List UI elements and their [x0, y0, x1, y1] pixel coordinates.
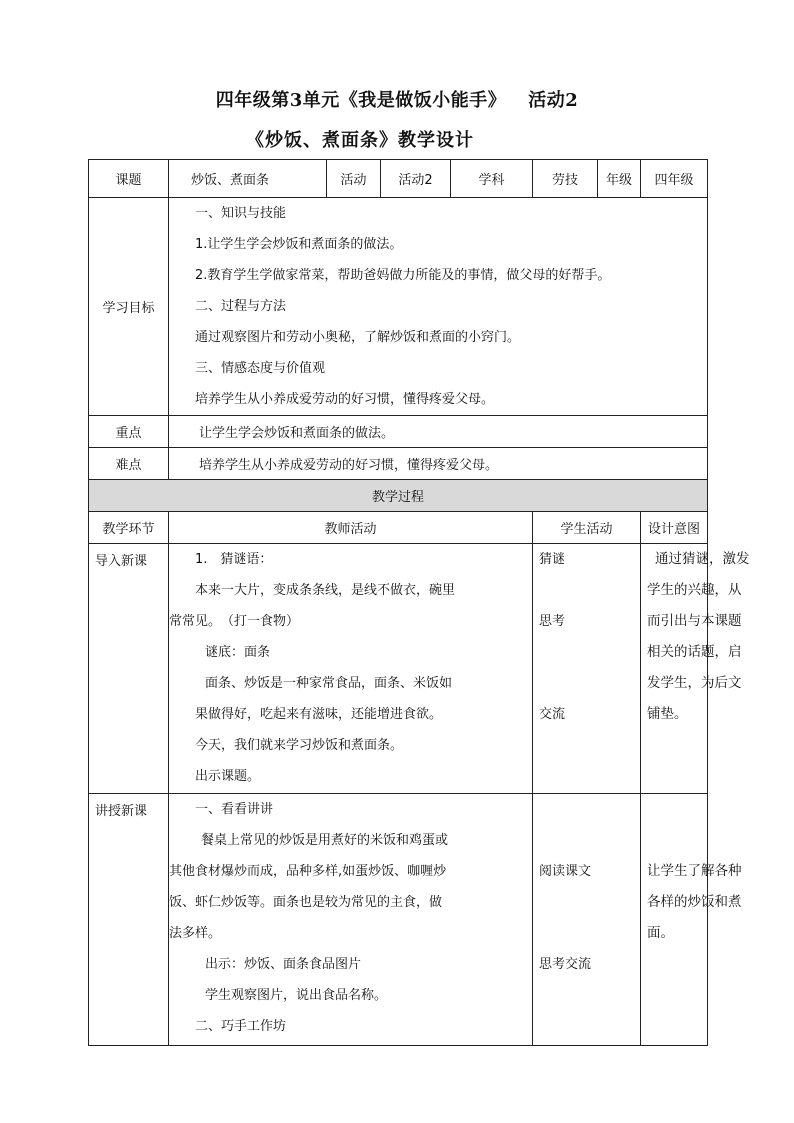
student-line — [533, 887, 640, 918]
difficulty-row — [89, 448, 708, 480]
teacher-line: 其他食材爆炒而成，品种多样,如蛋炒饭、咖喱炒 — [169, 864, 447, 879]
objective-line: 1.让学生学会炒饭和煮面条的做法。 — [195, 237, 403, 252]
intro-teacher — [169, 544, 533, 794]
document-title-line1 — [0, 86, 794, 112]
intent-line: 铺垫。 — [647, 706, 688, 722]
teacher-line: 1. 猜谜语： — [195, 552, 273, 567]
objectives-label: 学习目标 — [89, 198, 169, 416]
lecture-intent — [641, 794, 742, 1046]
teacher-line: 出示课题。 — [195, 769, 261, 784]
intent-line: 相关的话题，启 — [647, 644, 742, 660]
header-stage: 教学环节 — [89, 512, 169, 544]
teacher-line: 学生观察图片，说出食品名称。 — [205, 988, 388, 1003]
label-topic: 课题 — [89, 160, 169, 198]
intent-line: 而引出与本课题 — [647, 613, 742, 629]
intent-line: 发学生，为后文 — [647, 675, 742, 691]
student-line — [533, 575, 640, 606]
lesson-plan-table — [88, 159, 750, 1046]
teacher-line: 法多样。 — [169, 926, 222, 941]
intent-line — [647, 794, 707, 825]
student-line — [533, 918, 640, 949]
objectives-row — [89, 198, 708, 416]
teacher-line: 出示：炒饭、面条食品图片 — [205, 957, 362, 972]
teacher-line: 本来一大片，变成条条线，是线不做衣，碗里 — [195, 583, 456, 598]
value-topic: 炒饭、煮面条 — [169, 160, 327, 198]
intent-line — [647, 949, 707, 980]
header-row — [89, 160, 708, 198]
teacher-line: 餐桌上常见的炒饭是用煮好的米饭和鸡蛋或 — [201, 833, 449, 848]
student-line — [533, 1011, 640, 1042]
student-line — [533, 730, 640, 761]
intent-line: 让学生了解各种 — [647, 863, 742, 879]
lecture-stage: 讲授新课 — [89, 794, 169, 1046]
difficulty-label: 难点 — [89, 448, 169, 480]
objective-line: 培养学生从小养成爱劳动的好习惯，懂得疼爱父母。 — [195, 392, 495, 407]
value-subject: 劳技 — [533, 160, 598, 198]
objectives-content — [169, 198, 708, 416]
objective-line: 二、过程与方法 — [195, 299, 287, 314]
header-intent: 设计意图 — [641, 512, 708, 544]
intent-line: 通过猜谜，激发 — [655, 551, 750, 567]
title-part-a: 四年级第3单元《我是做饭小能手》 — [215, 90, 507, 111]
difficulty-text: 培养学生从小养成爱劳动的好习惯，懂得疼爱父母。 — [169, 448, 708, 480]
student-line: 交流 — [539, 707, 566, 722]
objective-line: 通过观察图片和劳动小奥秘，了解炒饭和煮面的小窍门。 — [195, 330, 521, 345]
student-line: 猜谜 — [539, 552, 566, 567]
value-grade: 四年级 — [641, 160, 708, 198]
intent-line: 学生的兴趣，从 — [647, 582, 742, 598]
lecture-teacher — [169, 794, 533, 1046]
teacher-line: 饭、虾仁炒饭等。面条也是较为常见的主食，做 — [169, 895, 443, 910]
intent-line — [647, 1011, 707, 1042]
key-point-row — [89, 416, 708, 448]
header-teacher: 教师活动 — [169, 512, 533, 544]
teacher-line: 常常见。 （打一食物） — [169, 614, 300, 629]
intent-line: 各样的炒饭和煮 — [647, 894, 742, 910]
student-line — [533, 825, 640, 856]
key-point-label: 重点 — [89, 416, 169, 448]
teacher-line: 谜底：面条 — [205, 645, 271, 660]
label-activity: 活动 — [327, 160, 381, 198]
teacher-line: 面条、炒饭是一种家常食品，面条、米饭如 — [205, 676, 453, 691]
objective-line: 2.教育学生学做家常菜，帮助爸妈做力所能及的事情，做父母的好帮手。 — [195, 268, 611, 283]
intro-intent — [641, 544, 750, 794]
intro-student — [533, 544, 641, 794]
process-title: 教学过程 — [89, 480, 708, 512]
lecture-student — [533, 794, 641, 1046]
teacher-line: 果做得好，吃起来有滋味，还能增进食欲。 — [195, 707, 443, 722]
intent-line — [647, 980, 707, 1011]
header-student: 学生活动 — [533, 512, 641, 544]
teacher-line: 二、巧手工作坊 — [195, 1019, 287, 1034]
label-subject: 学科 — [451, 160, 533, 198]
student-line: 思考 — [539, 614, 566, 629]
intent-line — [647, 825, 707, 856]
teacher-line: 一、看看讲讲 — [195, 802, 274, 817]
key-point-text: 让学生学会炒饭和煮面条的做法。 — [169, 416, 708, 448]
lecture-row — [89, 794, 708, 1046]
label-grade: 年级 — [598, 160, 641, 198]
student-line — [533, 668, 640, 699]
student-line: 阅读课文 — [539, 864, 592, 879]
process-header-row — [89, 512, 708, 544]
student-line — [533, 761, 640, 792]
objective-line: 三、情感态度与价值观 — [195, 361, 326, 376]
student-line: 思考交流 — [539, 957, 592, 972]
intro-row — [89, 544, 708, 794]
value-activity: 活动2 — [381, 160, 451, 198]
document-title-line2: 《炒饭、煮面条》教学设计 — [246, 130, 474, 151]
intent-line: 面。 — [647, 925, 674, 941]
teacher-line: 今天，我们就来学习炒饭和煮面条。 — [195, 738, 404, 753]
objective-line: 一、知识与技能 — [195, 206, 287, 221]
process-title-row — [89, 480, 708, 512]
student-line — [533, 794, 640, 825]
title-part-b: 活动2 — [528, 90, 579, 111]
student-line — [533, 980, 640, 1011]
student-line — [533, 637, 640, 668]
intro-stage: 导入新课 — [89, 544, 169, 794]
